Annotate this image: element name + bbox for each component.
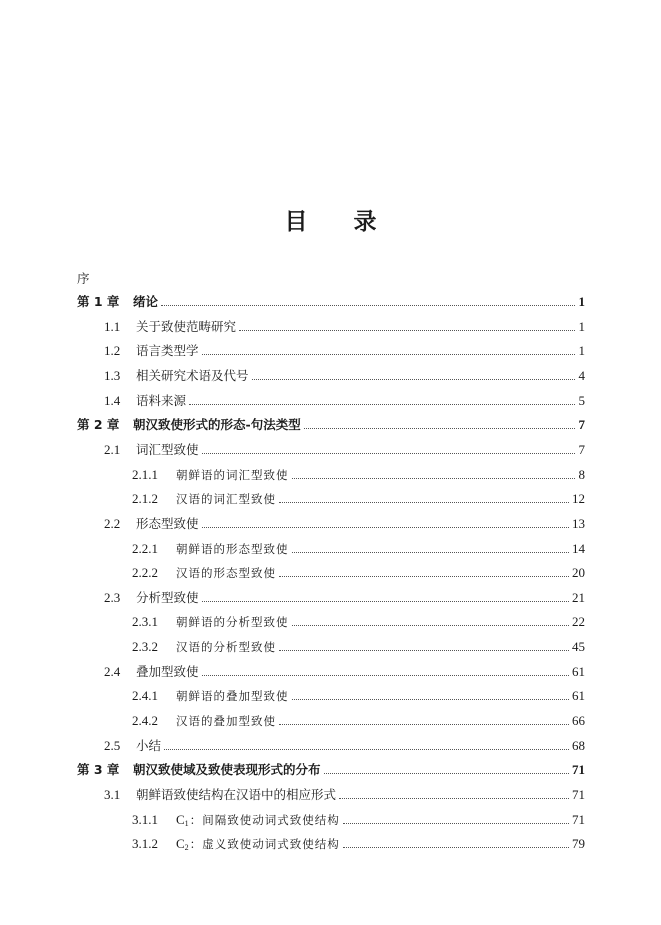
toc-entry-number: 第 3 章 bbox=[77, 762, 120, 778]
toc-page-number: 7 bbox=[577, 414, 586, 436]
toc-entry-label-subscript: 1 bbox=[184, 818, 190, 828]
toc-chapter-entry[interactable] bbox=[0, 414, 661, 436]
toc-subsection-entry[interactable] bbox=[0, 710, 661, 732]
toc-entry-label: 汉语的词汇型致使 bbox=[176, 488, 278, 510]
toc-entry-number: 2.3.2 bbox=[132, 639, 158, 655]
toc-section-entry[interactable] bbox=[0, 316, 661, 338]
toc-page-number: 68 bbox=[570, 735, 585, 757]
toc-entry-label: 词汇型致使 bbox=[136, 439, 201, 461]
toc-entry-label: 朝汉致使形式的形态-句法类型 bbox=[133, 414, 303, 436]
toc-leader-dots bbox=[202, 675, 569, 676]
toc-leader-dots bbox=[161, 305, 575, 306]
toc-entry-number: 1.3 bbox=[104, 367, 121, 383]
toc-entry-number: 3.1.2 bbox=[132, 836, 158, 852]
toc-entry-number: 1.4 bbox=[104, 392, 121, 408]
toc-section-entry[interactable] bbox=[0, 587, 661, 609]
toc-section-entry[interactable] bbox=[0, 365, 661, 387]
toc-entry-number: 2.2.2 bbox=[132, 565, 158, 581]
toc-leader-dots bbox=[239, 330, 575, 331]
toc-page-number: 14 bbox=[570, 538, 585, 560]
toc-entry-label-prefix: C bbox=[176, 811, 185, 827]
toc-leader-dots bbox=[324, 773, 569, 774]
toc-preface[interactable] bbox=[0, 268, 661, 290]
toc-leader-dots bbox=[279, 502, 569, 503]
toc-subsection-entry[interactable] bbox=[0, 538, 661, 560]
toc-entry-label: 相关研究术语及代号 bbox=[136, 365, 251, 387]
toc-leader-dots bbox=[343, 823, 569, 824]
toc-page-number: 61 bbox=[570, 661, 585, 683]
toc-entry-number: 2.1 bbox=[104, 441, 121, 457]
toc-subsection-entry[interactable] bbox=[0, 488, 661, 510]
toc-entry-label-text: ：间隔致使动词式致使结构 bbox=[189, 812, 340, 827]
toc-subsection-entry[interactable] bbox=[0, 464, 661, 486]
toc-page-number: 8 bbox=[577, 464, 586, 486]
toc-entry-label: 朝鲜语的词汇型致使 bbox=[176, 464, 291, 486]
toc-entry-label: 叠加型致使 bbox=[136, 661, 201, 683]
toc-page-number: 12 bbox=[570, 488, 585, 510]
toc-entry-label: 关于致使范畴研究 bbox=[136, 316, 238, 338]
toc-leader-dots bbox=[292, 552, 569, 553]
title-char-1: 目 bbox=[284, 209, 308, 235]
toc-entry-label: 朝鲜语的叠加型致使 bbox=[176, 685, 291, 707]
toc-page-number: 45 bbox=[570, 636, 585, 658]
toc-entry-label: 形态型致使 bbox=[136, 513, 201, 535]
toc-leader-dots bbox=[279, 724, 569, 725]
toc-section-entry[interactable] bbox=[0, 439, 661, 461]
toc-entry-number: 2.5 bbox=[104, 737, 121, 753]
toc-entry-number: 1.1 bbox=[104, 318, 121, 334]
toc-page-number: 13 bbox=[570, 513, 585, 535]
toc-entry-label-text: ：虚义致使动词式致使结构 bbox=[189, 837, 340, 852]
toc-entry-number: 2.4.1 bbox=[132, 688, 158, 704]
toc-entry-label: 汉语的叠加型致使 bbox=[176, 710, 278, 732]
toc-subsection-entry[interactable] bbox=[0, 636, 661, 658]
toc-entry-label: 朝鲜语的分析型致使 bbox=[176, 611, 291, 633]
toc-entry-label: 小结 bbox=[136, 735, 163, 757]
toc-entry-label: 语料来源 bbox=[136, 390, 188, 412]
toc-leader-dots bbox=[202, 354, 575, 355]
toc-leader-dots bbox=[202, 527, 569, 528]
toc-leader-dots bbox=[164, 749, 569, 750]
toc-page-number: 71 bbox=[570, 784, 585, 806]
toc-page-number: 1 bbox=[577, 340, 586, 362]
toc-entry-number: 2.1.2 bbox=[132, 491, 158, 507]
toc-leader-dots bbox=[189, 404, 575, 405]
toc-entry-label-subscript: 2 bbox=[184, 843, 190, 853]
toc-leader-dots bbox=[279, 650, 569, 651]
toc-subsection-entry[interactable] bbox=[0, 611, 661, 633]
toc-entry-number: 3.1 bbox=[104, 787, 121, 802]
toc-page-number: 22 bbox=[570, 611, 585, 633]
toc-entry-label: 分析型致使 bbox=[136, 587, 201, 609]
toc-chapter-entry[interactable] bbox=[0, 291, 661, 313]
toc-page-number: 79 bbox=[570, 833, 585, 855]
toc-entry-number: 1.2 bbox=[104, 343, 121, 359]
toc-leader-dots bbox=[202, 601, 569, 602]
toc-leader-dots bbox=[252, 379, 575, 380]
toc-section-entry[interactable] bbox=[0, 390, 661, 412]
toc-subsection-entry[interactable] bbox=[0, 833, 661, 855]
toc-leader-dots bbox=[202, 453, 575, 454]
title-char-2: 录 bbox=[353, 209, 377, 235]
toc-subsection-entry[interactable] bbox=[0, 809, 661, 831]
toc-entry-number: 2.4.2 bbox=[132, 713, 158, 729]
toc-leader-dots bbox=[343, 847, 569, 848]
toc-leader-dots bbox=[292, 699, 569, 700]
toc-leader-dots bbox=[339, 798, 569, 799]
toc-entry-label: 语言类型学 bbox=[136, 340, 201, 362]
toc-section-entry[interactable] bbox=[0, 513, 661, 535]
toc-subsection-entry[interactable] bbox=[0, 685, 661, 707]
toc-entry-number: 3.1.1 bbox=[132, 811, 158, 827]
toc-entry-number: 2.3.1 bbox=[132, 614, 158, 630]
toc-section-entry[interactable] bbox=[0, 340, 661, 362]
toc-subsection-entry[interactable] bbox=[0, 562, 661, 584]
toc-page-number: 4 bbox=[577, 365, 586, 387]
toc-page-number: 7 bbox=[577, 439, 586, 461]
toc-entry-label-prefix: C bbox=[176, 836, 185, 852]
toc-entry-number: 2.3 bbox=[104, 589, 121, 605]
toc-entry-number: 2.1.1 bbox=[132, 466, 158, 482]
toc-page-number: 20 bbox=[570, 562, 585, 584]
toc-entry-label: 朝汉致使域及致使表现形式的分布 bbox=[133, 759, 323, 781]
toc-leader-dots bbox=[304, 428, 575, 429]
toc-entry-label bbox=[176, 833, 342, 855]
toc-entry-number: 2.2 bbox=[104, 515, 121, 531]
toc-section-entry[interactable] bbox=[0, 661, 661, 683]
toc-preface-label: 序 bbox=[77, 268, 92, 290]
toc-entry-number: 2.2.1 bbox=[132, 540, 158, 556]
toc-page-number: 5 bbox=[577, 390, 586, 412]
toc-entry-number: 第 2 章 bbox=[77, 417, 120, 433]
toc-entry-label: 朝鲜语致使结构在汉语中的相应形式 bbox=[136, 784, 338, 806]
toc-title bbox=[0, 203, 661, 236]
toc-entry-number: 第 1 章 bbox=[77, 294, 120, 309]
toc-entry-label: 汉语的分析型致使 bbox=[176, 636, 278, 658]
toc-entry-label: 绪论 bbox=[133, 291, 160, 313]
toc-leader-dots bbox=[279, 576, 569, 577]
toc-entry-number: 2.4 bbox=[104, 663, 121, 679]
toc-page-number: 1 bbox=[577, 316, 586, 338]
toc-page-number: 66 bbox=[570, 710, 585, 732]
toc-page-number: 1 bbox=[577, 291, 586, 313]
toc-entry-label: 汉语的形态型致使 bbox=[176, 562, 278, 584]
toc-page-number: 71 bbox=[570, 759, 585, 781]
toc-section-entry[interactable] bbox=[0, 784, 661, 806]
toc-entry-label bbox=[176, 809, 342, 831]
toc-chapter-entry[interactable] bbox=[0, 759, 661, 781]
toc-page-number: 21 bbox=[570, 587, 585, 609]
toc-leader-dots bbox=[292, 625, 569, 626]
toc-leader-dots bbox=[292, 478, 575, 479]
toc-page-number: 71 bbox=[570, 809, 585, 831]
toc-page-number: 61 bbox=[570, 685, 585, 707]
toc-section-entry[interactable] bbox=[0, 735, 661, 757]
toc-entry-label: 朝鲜语的形态型致使 bbox=[176, 538, 291, 560]
